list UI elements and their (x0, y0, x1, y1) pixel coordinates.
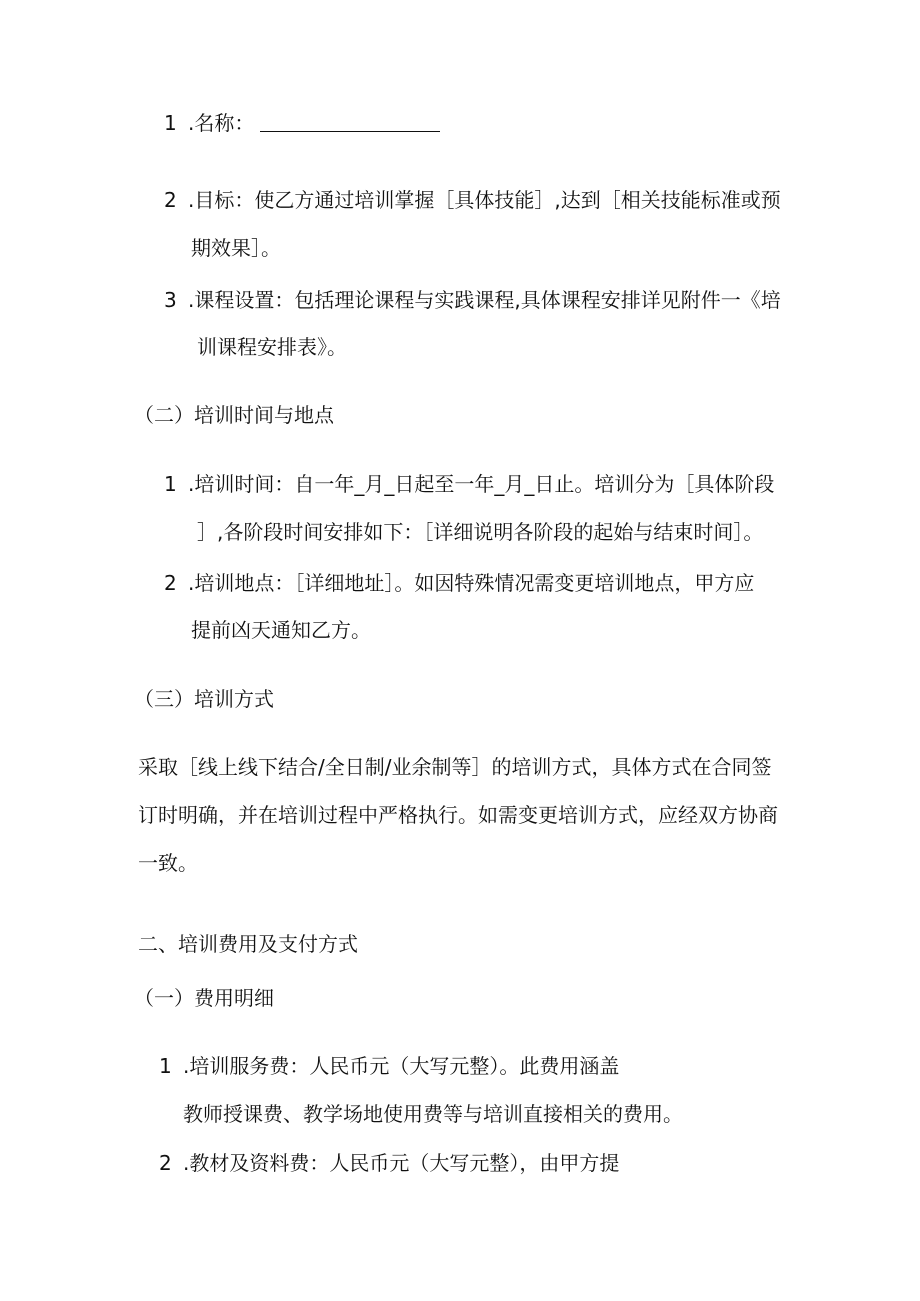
fee-section-heading: （一）费用明细 (134, 986, 274, 1010)
item-t1-line-1: .培训时间：自一年_月_日起至一年_月_日止。培训分为［具体阶段 (188, 472, 775, 496)
section-2-heading: （二）培训时间与地点 (134, 403, 334, 427)
item-f1-line-1: .培训服务费：人民币元（大写元整）。此费用涵盖 (183, 1054, 620, 1078)
item-t1-line-2: ］,各阶段时间安排如下：［详细说明各阶段的起始与结束时间］。 (197, 520, 764, 544)
item-t1-number: 1 (164, 472, 177, 496)
item-2-line-1: .目标：使乙方通过培训掌握［具体技能］,达到［相关技能标准或预 (188, 188, 781, 212)
section-3-paragraph-line-2: 订时明确，并在培训过程中严格执行。如需变更培训方式，应经双方协商 (138, 803, 778, 827)
item-2-number: 2 (164, 188, 177, 212)
item-t2-line-2: 提前凶天通知乙方。 (191, 618, 371, 642)
item-t2-line-1: .培训地点：［详细地址］。如因特殊情况需变更培训地点，甲方应 (188, 571, 755, 595)
item-2-line-2: 期效果］。 (191, 236, 281, 260)
item-1-label: .名称： (188, 111, 255, 135)
item-t2-number: 2 (164, 571, 177, 595)
item-f1-number: 1 (159, 1054, 172, 1078)
item-1-number: 1 (164, 111, 177, 135)
item-f2-line-1: .教材及资料费：人民币元（大写元整），由甲方提 (183, 1151, 620, 1175)
item-3-line-2: 训课程安排表》。 (197, 335, 347, 359)
item-1-text (188, 110, 440, 136)
name-blank-line (260, 113, 440, 132)
item-3-number: 3 (164, 288, 177, 312)
section-3-paragraph-line-3: 一致。 (138, 851, 198, 875)
section-3-heading: （三）培训方式 (134, 687, 274, 711)
item-3-line-1: .课程设置：包括理论课程与实践课程,具体课程安排详见附件一《培 (188, 288, 781, 312)
chapter-2-heading: 二、培训费用及支付方式 (138, 932, 358, 956)
item-f2-number: 2 (159, 1151, 172, 1175)
section-3-paragraph-line-1: 采取［线上线下结合/全日制/业余制等］的培训方式，具体方式在合同签 (138, 755, 772, 779)
item-f1-line-2: 教师授课费、教学场地使用费等与培训直接相关的费用。 (183, 1102, 683, 1126)
